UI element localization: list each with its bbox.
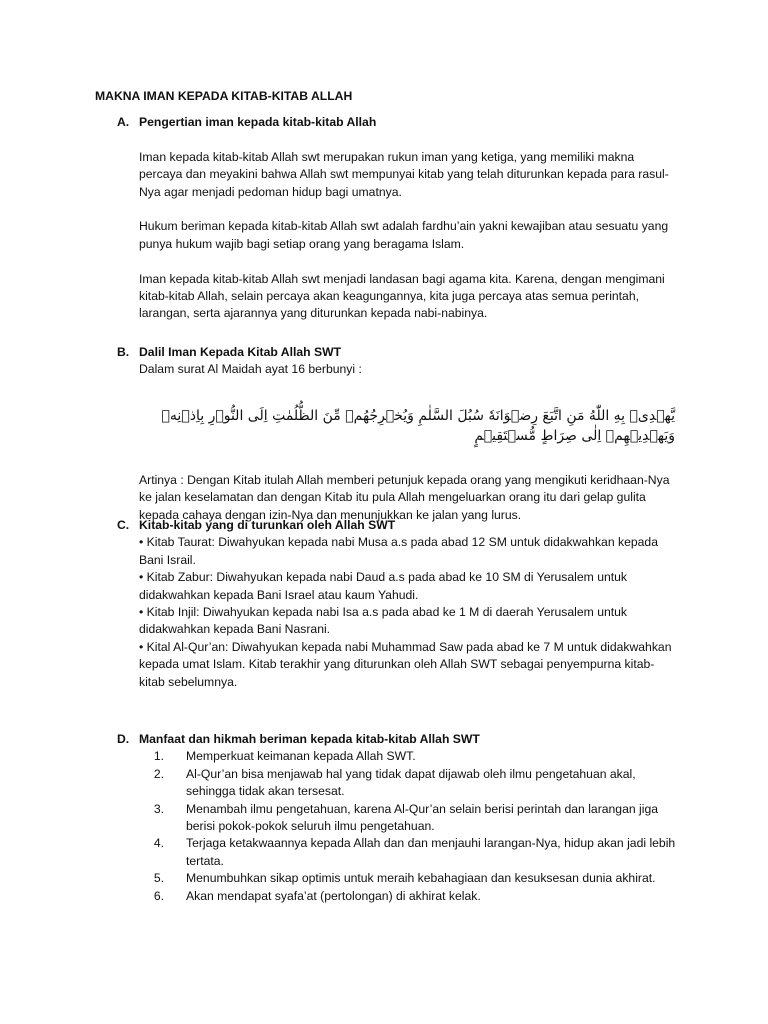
list-number: 2. [153, 766, 164, 781]
section-title: Manfaat dan hikmah beriman kepada kitab-kitab Allah SWT [139, 732, 480, 746]
list-item: • Kital Al-Qur’an: Diwahyukan kepada nabi Muhammad Saw pada abad ke 7 M untuk didakwahkan kepada umat Islam. Kitab terakhir yang diturunkan oleh Allah SWT sebagai penyempurna kitab-kitab sebelumnya. [139, 639, 672, 689]
section-title: Dalil Iman Kepada Kitab Allah SWT [139, 345, 342, 359]
paragraph: Iman kepada kitab-kitab Allah swt menjadi landasan bagi agama kita. Karena, dengan mengimani kitab-kitab Allah, selain percaya akan keagungannya, kita juga percaya atas semua perintah, larangan, serta ajarannya yang diturunkan kepada nabi-nabinya. [139, 271, 665, 321]
document-title: MAKNA IMAN KEPADA KITAB-KITAB ALLAH [95, 89, 353, 103]
list-text: Memperkuat keimanan kepada Allah SWT. [186, 749, 416, 764]
list-item: • Kitab Zabur: Diwahyukan kepada nabi Daud a.s pada abad ke 10 SM di Yerusalem untuk didakwahkan kepada Bani Israel atau kaum Yahudi. [139, 570, 628, 602]
list-number: 1. [153, 749, 164, 764]
section-b-heading [117, 344, 697, 361]
section-letter: A. [117, 115, 130, 129]
kitab-list [139, 534, 679, 691]
list-number: 3. [153, 801, 164, 816]
section-d-heading [117, 731, 697, 748]
arabic-verse: يَّهۡدِىۡ بِهِ اللّٰهُ مَنِ اتَّبَعَ رِضۡوَانَهٗ سُبُلَ السَّلٰمِ وَيُخۡرِجُهُمۡ مِّنَ الظُّلُمٰتِ اِلَى النُّوۡرِ بِاِذۡنِهٖ وَيَهۡدِيۡهِمۡ اِلٰى صِرَاطٍ مُّسۡتَقِيۡمٍ [161, 407, 675, 444]
list-number: 6. [153, 888, 164, 903]
list-item [139, 766, 679, 801]
verse-translation: Artinya : Dengan Kitab itulah Allah memberi petunjuk kepada orang yang mengikuti keridhaan-Nya ke jalan keselamatan dan dengan Kitab itu pula Allah mengeluarkan orang itu dari gelap gulita kepada cahaya dengan izin-Nya dan menunjukkan ke jalan yang lurus. [139, 472, 670, 522]
list-number: 5. [153, 871, 164, 886]
list-item: • Kitab Taurat: Diwahyukan kepada nabi Musa a.s pada abad 12 SM untuk didakwahkan kepada Bani Israil. [139, 535, 658, 567]
section-a-heading [117, 114, 697, 131]
verse-intro: Dalam surat Al Maidah ayat 16 berbunyi : [139, 362, 362, 377]
section-c-heading [117, 517, 697, 534]
section-title: Kitab-kitab yang di turunkan oleh Allah SWT [139, 518, 396, 532]
section-b [117, 344, 697, 524]
list-text: Menumbuhkan sikap optimis untuk meraih kebahagiaan dan kesuksesan dunia akhirat. [186, 871, 656, 886]
section-title: Pengertian iman kepada kitab-kitab Allah [139, 115, 377, 129]
list-text: Terjaga ketakwaannya kepada Allah dan dan menjauhi larangan-Nya, hidup akan jadi lebih tertata. [186, 836, 676, 868]
list-item [139, 870, 679, 887]
section-letter: D. [117, 732, 130, 746]
list-text: Akan mendapat syafa’at (pertolongan) di akhirat kelak. [186, 888, 481, 903]
list-text: Menambah ilmu pengetahuan, karena Al-Qur’an selain berisi perintah dan larangan jiga berisi pokok-pokok seluruh ilmu pengetahuan. [186, 801, 659, 834]
list-item: • Kitab Injil: Diwahyukan kepada nabi Isa a.s pada abad ke 1 M di daerah Yerusalem untuk didakwahkan kepada Bani Nasrani. [139, 605, 628, 637]
paragraph: Iman kepada kitab-kitab Allah swt merupakan rukun iman yang ketiga, yang memiliki makna percaya dan meyakini bahwa Allah swt mempunyai kitab yang telah diturunkan kepada para rasul-Nya agar menjadi pedoman hidup bagi umatnya. [139, 149, 669, 199]
benefits-list [139, 748, 679, 905]
section-a-body [139, 131, 679, 322]
list-item [139, 748, 679, 765]
section-b-body [139, 361, 679, 378]
section-a [117, 114, 697, 323]
list-text: Al-Qur’an bisa menjawab hal yang tidak dapat dijawab oleh ilmu pengetahuan akal, sehingga tidak akan tersesat. [186, 766, 636, 799]
section-letter: B. [117, 345, 130, 359]
list-item [139, 888, 679, 905]
paragraph: Hukum beriman kepada kitab-kitab Allah swt adalah fardhu’ain yakni kewajiban atau sesuatu yang punya hukum wajib bagi setiap orang yang beragama Islam. [139, 219, 669, 251]
section-c [117, 517, 697, 691]
list-item [139, 801, 679, 836]
list-number: 4. [153, 836, 164, 851]
list-item [139, 835, 679, 870]
section-d [117, 731, 697, 905]
section-letter: C. [117, 518, 130, 532]
